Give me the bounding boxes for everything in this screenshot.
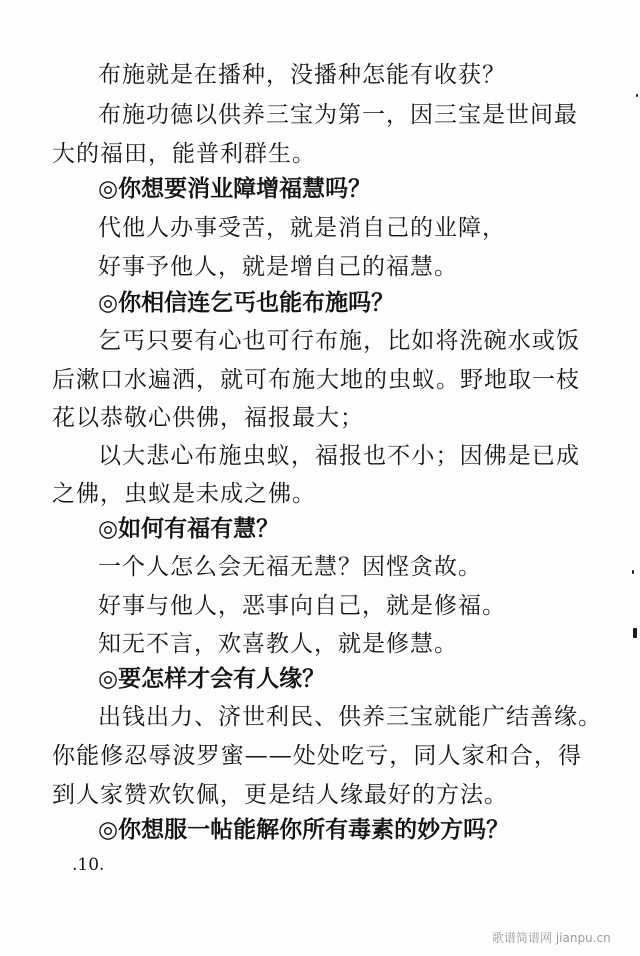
watermark: 歌谱简谱网 jianpu.cn xyxy=(492,931,611,945)
text-line: 布施功德以供养三宝为第一，因三宝是世间最 xyxy=(98,102,578,128)
section-heading: ◎你想服一帖能解你所有毒素的妙方吗？ xyxy=(98,817,510,843)
text-line: 知无不言，欢喜教人，就是修慧。 xyxy=(98,631,458,657)
text-line: 乞丐只要有心也可行布施，比如将洗碗水或饭 xyxy=(98,328,580,354)
text-line: 后漱口水遍洒，就可布施大地的虫蚁。野地取一枝 xyxy=(52,367,580,393)
text-line: 布施就是在播种，没播种怎能有收获？ xyxy=(98,62,506,88)
scan-speck xyxy=(632,570,634,574)
text-line: 出钱出力、济世利民、供养三宝就能广结善缘。 xyxy=(98,704,602,730)
text-line: 到人家赞欢钦佩，更是结人缘最好的方法。 xyxy=(52,782,508,808)
text-line: 之佛，虫蚁是未成之佛。 xyxy=(52,481,316,507)
scan-speck xyxy=(636,94,638,97)
text-line: 花以恭敬心供佛，福报最大； xyxy=(52,405,364,431)
section-heading: ◎你想要消业障增福慧吗？ xyxy=(98,176,372,202)
text-line: 你能修忍辱波罗蜜——处处吃亏，同人家和合，得 xyxy=(52,743,582,769)
text-line: 一个人怎么会无福无慧？因悭贪故。 xyxy=(98,554,482,580)
section-heading: ◎你相信连乞丐也能布施吗？ xyxy=(98,290,395,316)
section-heading: ◎要怎样才会有人缘？ xyxy=(98,666,326,692)
text-line: 大的福田，能普利群生。 xyxy=(52,141,316,167)
text-line: 好事予他人，就是增自己的福慧。 xyxy=(98,254,458,280)
page-number: .10. xyxy=(72,855,105,875)
text-line: 代他人办事受苦，就是消自己的业障， xyxy=(98,215,506,241)
text-line: 好事与他人，恶事向自己，就是修福。 xyxy=(98,593,506,619)
scan-speck xyxy=(633,628,637,638)
text-line: 以大悲心布施虫蚁，福报也不小；因佛是已成 xyxy=(98,443,580,469)
section-heading: ◎如何有福有慧？ xyxy=(98,516,280,542)
